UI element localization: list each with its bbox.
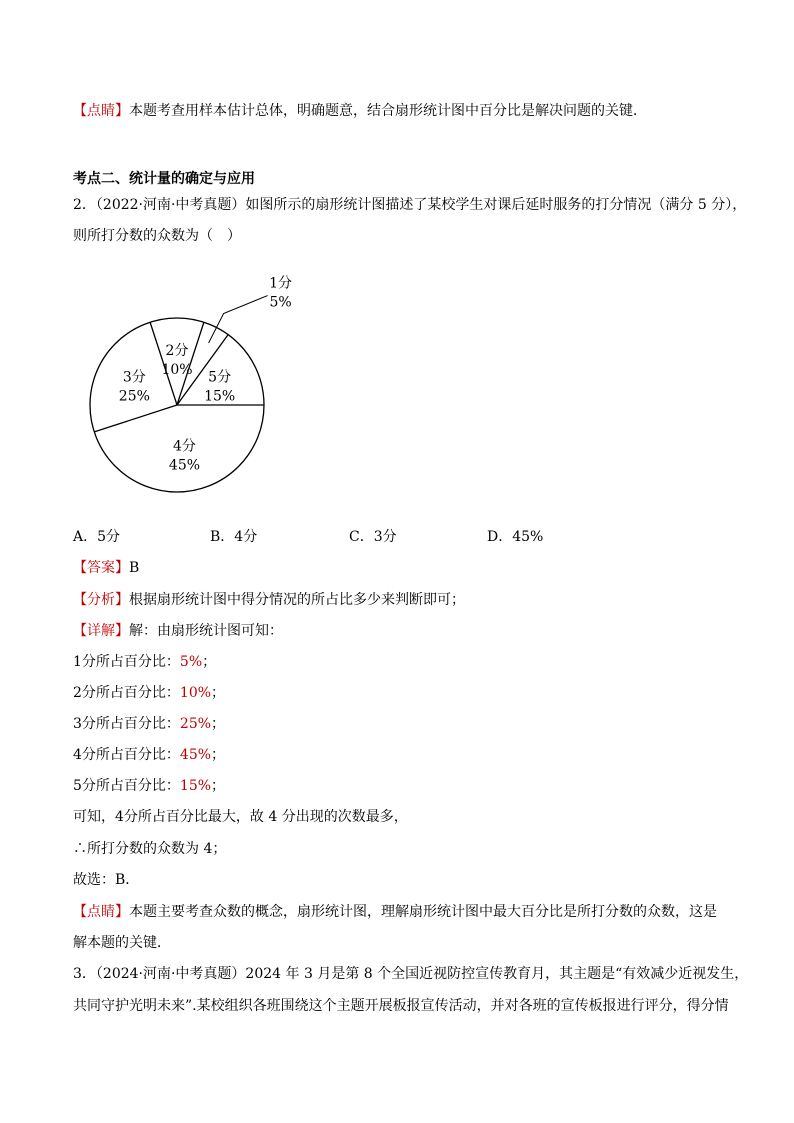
slice-label: 1分 bbox=[269, 275, 293, 292]
slice-value: 25% bbox=[118, 388, 150, 405]
analysis-text: 根据扇形统计图中得分情况的所占比多少来判断即可； bbox=[129, 592, 465, 608]
detail-item-label: 5分所占百分比： bbox=[73, 778, 180, 794]
answer-value: B bbox=[129, 560, 140, 576]
detail-conclusion-2: ∴所打分数的众数为 4； bbox=[73, 841, 227, 857]
note-tag: 【点睛】 bbox=[73, 904, 129, 920]
detail-intro: 解：由扇形统计图可知： bbox=[129, 623, 283, 639]
detail-item-label: 3分所占百分比： bbox=[73, 716, 180, 732]
detail-choice: 故选：B． bbox=[73, 872, 140, 888]
detail-item-label: 1分所占百分比： bbox=[73, 654, 180, 670]
detail-item-value: 45% bbox=[179, 747, 212, 763]
detail-item-tail: ； bbox=[211, 747, 226, 763]
option-d: D．45% bbox=[487, 529, 544, 545]
note-text: 本题主要考查众数的概念，扇形统计图，理解扇形统计图中最大百分比是所打分数的众数，这是 bbox=[129, 904, 717, 920]
slice-value: 15% bbox=[204, 388, 236, 405]
analysis-tag: 【分析】 bbox=[73, 592, 129, 608]
detail-intro-line bbox=[73, 621, 283, 641]
note-paragraph-1 bbox=[73, 101, 647, 121]
detail-item-value: 10% bbox=[179, 685, 212, 701]
question-3-line-1: 3．（2024·河南·中考真题）2024 年 3 月是第 8 个全国近视防控宣传教育月，其主题是“有效减少近视发生， bbox=[73, 966, 749, 982]
option-a: A．5分 bbox=[73, 529, 121, 545]
slice-label: 2分 bbox=[165, 343, 189, 360]
detail-item bbox=[73, 776, 225, 796]
detail-item bbox=[73, 652, 216, 672]
option-c: C．3分 bbox=[349, 529, 397, 545]
detail-item bbox=[73, 683, 225, 703]
note-paragraph-2 bbox=[73, 902, 717, 922]
answer-tag: 【答案】 bbox=[73, 560, 129, 576]
detail-item-tail: ； bbox=[211, 685, 226, 701]
note-paragraph-2-cont: 解本题的关键． bbox=[73, 935, 171, 951]
detail-conclusion-1: 可知，4分所占百分比最大，故 4 分出现的次数最多， bbox=[73, 809, 408, 825]
slice-label: 4分 bbox=[173, 438, 196, 455]
detail-item-label: 2分所占百分比： bbox=[73, 685, 180, 701]
detail-item bbox=[73, 714, 225, 734]
slice-value: 10% bbox=[161, 362, 193, 379]
question-3-line-2: 共同守护光明未来”.某校组织各班围绕这个主题开展板报宣传活动，并对各班的宣传板报进行评分，得分情 bbox=[73, 998, 729, 1014]
note-tag: 【点睛】 bbox=[73, 103, 129, 119]
slice-value: 45% bbox=[168, 457, 201, 474]
analysis-line bbox=[73, 590, 465, 610]
detail-item-value: 5% bbox=[179, 654, 203, 670]
slice-label: 5分 bbox=[208, 369, 232, 386]
detail-item-tail: ； bbox=[202, 654, 217, 670]
question-2-line-2: 则所打分数的众数为（ ） bbox=[73, 228, 241, 244]
detail-item-label: 4分所占百分比： bbox=[73, 747, 180, 763]
question-2-line-1: 2．（2022·河南·中考真题）如图所示的扇形统计图描述了某校学生对课后延时服务的打分情况（满分 5 分）， bbox=[73, 197, 747, 213]
detail-tag: 【详解】 bbox=[73, 623, 129, 639]
section-title: 考点二、统计量的确定与应用 bbox=[73, 171, 255, 187]
answer-line bbox=[73, 558, 139, 578]
detail-item-value: 15% bbox=[179, 778, 212, 794]
detail-item bbox=[73, 745, 225, 765]
note-text: 本题考查用样本估计总体，明确题意，结合扇形统计图中百分比是解决问题的关键． bbox=[129, 103, 647, 119]
detail-item-tail: ； bbox=[211, 716, 226, 732]
detail-item-tail: ； bbox=[211, 778, 226, 794]
slice-label: 3分 bbox=[122, 369, 146, 386]
pie-chart bbox=[80, 268, 293, 508]
option-b: B．4分 bbox=[210, 529, 258, 545]
slice-value: 5% bbox=[269, 294, 292, 311]
detail-item-value: 25% bbox=[179, 716, 212, 732]
